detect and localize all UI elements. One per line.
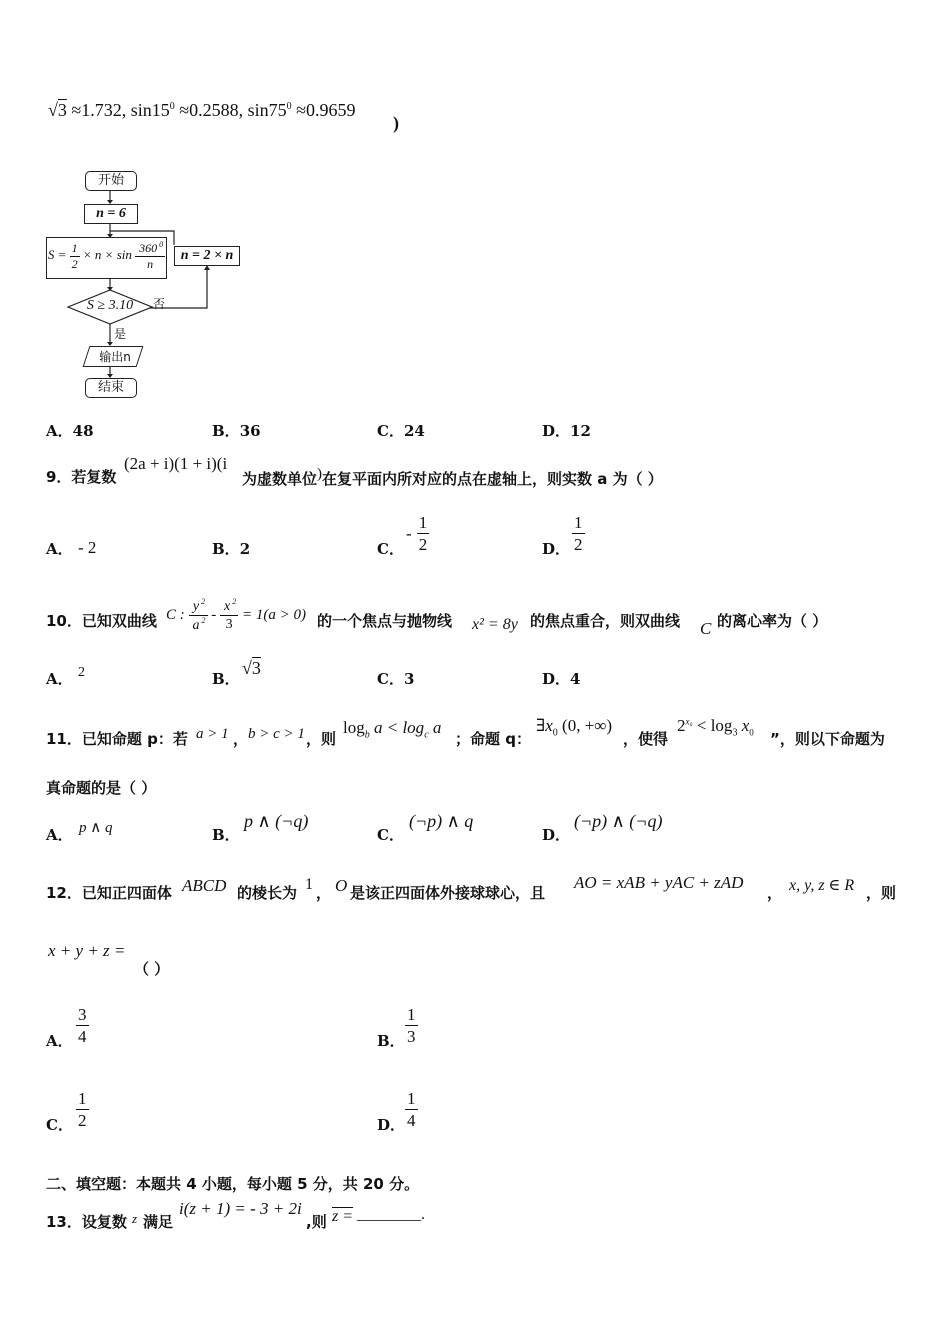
q10-hyperbola: C : $\frac{y ^2}{a ^2}$ - $\frac{x ^2}{3}$ = 1(a > 0)	[166, 597, 306, 633]
q11-option-b-value: p ∧ (¬q)	[244, 811, 309, 831]
q11-option-c[interactable]: C．	[377, 826, 404, 844]
flow-formula: S = $\frac{1}{2}$ × n × sin $\frac{360 ^0}{n}$	[46, 237, 167, 279]
q12-option-b[interactable]: B．	[377, 1032, 405, 1050]
header-paren: )	[393, 113, 399, 133]
flow-output-label: 输出n	[99, 350, 131, 364]
q12-vector: AO = xAB + yAC + zAD	[574, 873, 744, 892]
q11-option-d[interactable]: D．	[542, 826, 571, 844]
flow-update: n = 2 × n	[174, 246, 240, 266]
q10-option-a-value: 2	[78, 665, 85, 680]
q12-option-c[interactable]: C．	[46, 1116, 73, 1134]
q11-line2: 真命题的是（ ）	[46, 779, 157, 797]
q12-line2: x + y + z =	[48, 941, 126, 960]
q10-option-a[interactable]: A．	[46, 670, 73, 688]
q12-comma: ，	[316, 884, 332, 902]
q13-text2: ,则	[306, 1213, 327, 1231]
q10-c2: C	[700, 619, 712, 638]
q12-comma2: ，	[767, 884, 783, 902]
q13-expr: i(z + 1) = - 3 + 2i	[179, 1199, 302, 1218]
q11-q-text: ；命题 q：	[455, 730, 531, 748]
q11-option-a[interactable]: A．	[46, 826, 73, 844]
q8-option-c[interactable]: C．24	[377, 422, 425, 440]
flow-end: 结束	[85, 378, 137, 398]
q12-option-a[interactable]: A．	[46, 1032, 73, 1050]
q11-inequality: $2^{x_0} < \log_3 x_0$	[677, 716, 754, 739]
q8-option-d[interactable]: D．12	[542, 422, 591, 440]
q11-cond2: b > c > 1	[248, 726, 305, 742]
q9-option-c-value: - $\frac{1}{2}$	[406, 513, 428, 555]
half-fraction: $\frac{1}{2}$	[71, 240, 78, 271]
q9-option-a-value: - 2	[78, 538, 97, 557]
q9-d-fraction: $\frac{1}{2}$	[574, 513, 583, 555]
q12-option-c-value: $\frac{1}{2}$	[78, 1089, 87, 1131]
flow-init: n = 6	[84, 204, 138, 224]
q10-option-b-value: √3	[242, 658, 261, 678]
q12-option-b-value: $\frac{1}{3}$	[407, 1005, 416, 1047]
q10-option-d[interactable]: D．4	[542, 670, 581, 688]
q13-answer-blank[interactable]: ________.	[357, 1206, 425, 1223]
q11-option-b[interactable]: B．	[212, 826, 240, 844]
q9-option-d[interactable]: D．	[542, 540, 571, 558]
q12-option-d[interactable]: D．	[377, 1116, 406, 1134]
q12-then: ，则	[866, 884, 897, 902]
q8-option-a[interactable]: A．48	[46, 422, 94, 440]
q11-option-a-value: p ∧ q	[79, 820, 113, 836]
q12-paren: （ ）	[134, 960, 170, 978]
q12-xyz: x, y, z ∈ R	[789, 877, 855, 894]
q9-option-d-value	[572, 512, 585, 556]
q11-log-expr: $\log_b a < \log_c a$	[343, 718, 442, 741]
q12-text2: 是该正四面体外接球球心，且	[350, 884, 546, 902]
q10-option-c[interactable]: C．3	[377, 670, 415, 688]
flow-condition: S ≥ 3.10	[86, 298, 134, 313]
q12-O: O	[335, 876, 348, 895]
q8-option-b[interactable]: B．36	[212, 422, 261, 440]
section-2-title: 二、填空题：本题共 4 小题，每小题 5 分，共 20 分。	[46, 1175, 420, 1193]
q11-make: ，使得	[623, 730, 669, 748]
q12-text1: 的棱长为	[237, 884, 298, 902]
q9-c-fraction: $\frac{1}{2}$	[418, 513, 428, 555]
q9-stem: 9．若复数	[46, 468, 117, 486]
flowchart	[40, 165, 260, 405]
q9-option-b[interactable]: B．2	[212, 540, 251, 558]
q13-prefix: 13．设复数	[46, 1213, 127, 1231]
flow-start: 开始	[85, 171, 137, 191]
q13-text1: 满足	[143, 1213, 174, 1231]
q9-expression: (2a + i)(1 + i)(i	[124, 454, 228, 473]
q11-option-d-value: (¬p) ∧ (¬q)	[574, 811, 663, 831]
sqrt-symbol: √	[48, 100, 58, 120]
q10-prefix: 10．已知双曲线	[46, 612, 157, 630]
q9-stem-tail: 为虚数单位)在复平面内所对应的点在虚轴上，则实数 a 为（ ）	[242, 466, 663, 488]
q10-option-b[interactable]: B．	[212, 670, 240, 688]
q10-text3: 的离心率为（ ）	[717, 612, 828, 630]
q13-z: z	[132, 1211, 138, 1226]
q10-parabola: x² = 8y	[472, 616, 518, 633]
q11-cond1: a > 1	[196, 726, 229, 742]
q11-exists: $\exists x_0$ (0, +∞)	[536, 716, 613, 739]
sqrt-symbol: √	[242, 658, 252, 678]
header-constants: √3 ≈1.732, $\sin 15^0 \approx 0.2588$, $\sin 75^0 \approx 0.9659$	[48, 100, 356, 120]
q11-then: ，则	[306, 730, 337, 748]
q12-option-a-value: $\frac{3}{4}$	[78, 1005, 87, 1047]
flow-yes-label: 是	[114, 327, 127, 341]
q9-option-c[interactable]: C．	[377, 540, 404, 558]
q12-prefix: 12．已知正四面体	[46, 884, 172, 902]
q9-option-a[interactable]: A．	[46, 540, 73, 558]
q12-one: 1	[305, 876, 313, 893]
q11-prefix: 11．已知命题 p：若	[46, 730, 188, 748]
flow-no-label: 否	[153, 297, 166, 311]
q10-text2: 的焦点重合，则双曲线	[530, 612, 681, 630]
q11-comma: ，	[233, 730, 249, 748]
q13-zbar: z =	[332, 1208, 354, 1225]
angle-fraction: $\frac{360 ^0}{n}$	[135, 240, 165, 272]
q12-option-d-value: $\frac{1}{4}$	[407, 1089, 416, 1131]
flowchart-connectors	[40, 165, 260, 405]
q11-option-c-value: (¬p) ∧ q	[409, 811, 474, 831]
q12-abcd: ABCD	[182, 876, 227, 895]
q11-tail: ”，则以下命题为	[770, 730, 885, 748]
q10-text1: 的一个焦点与抛物线	[317, 612, 453, 630]
